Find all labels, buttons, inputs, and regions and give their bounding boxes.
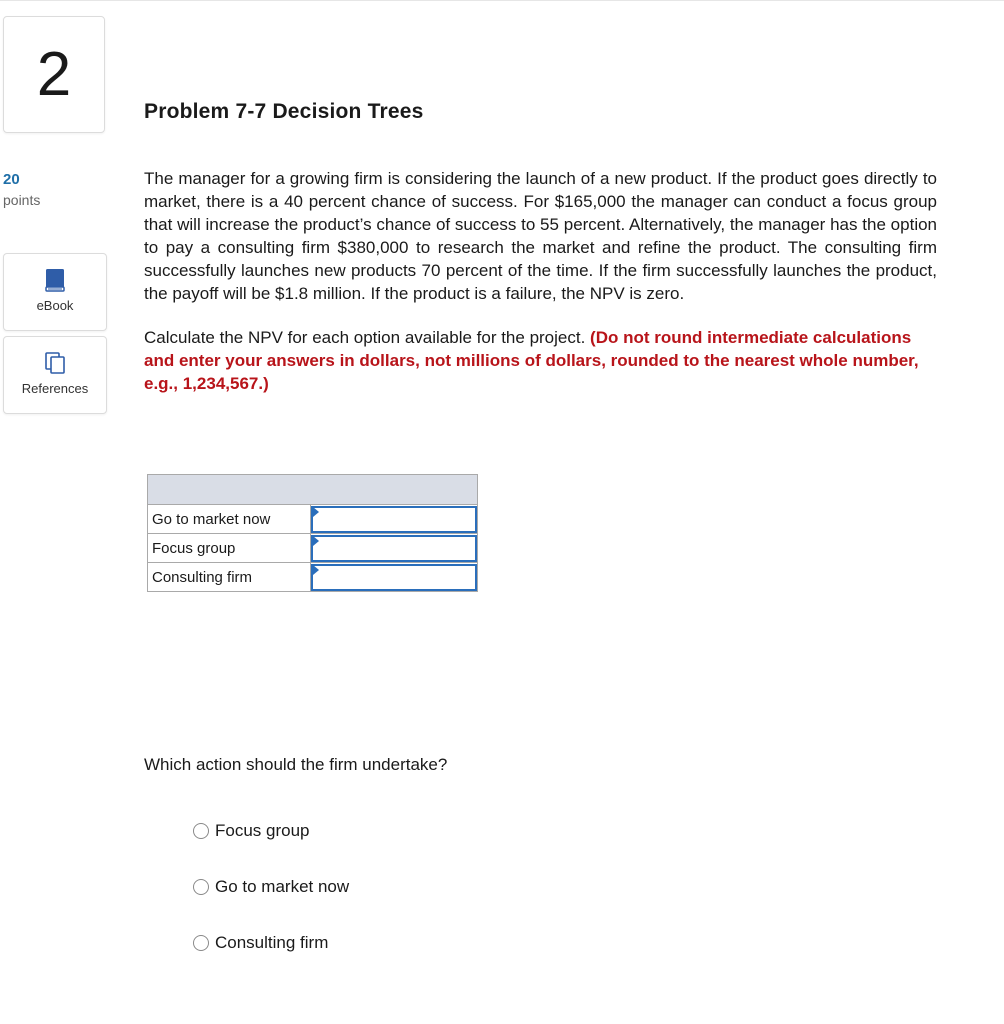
npv-cell-focus-group — [311, 534, 478, 563]
references-button[interactable] — [3, 336, 107, 414]
problem-statement: The manager for a growing firm is considering the launch of a new product. If the product goes directly to market, there is a 40 percent chance of success. For $165,000 the manager can conduct a focus group that will increase the product’s chance of success to 55 percent. Alternatively, the manager has the option to pay a consulting firm $380,000 to research the market and refine the product. The consulting firm successfully launches new products 70 percent of the time. If the firm successfully launches the product, the payoff will be $1.8 million. If the product is a failure, the NPV is zero. — [144, 169, 937, 303]
radio-circle[interactable] — [193, 935, 209, 951]
problem-title: Problem 7-7 Decision Trees — [144, 100, 424, 123]
npv-input-go-to-market[interactable] — [311, 506, 477, 533]
table-row — [148, 563, 478, 592]
npv-table-header-row — [148, 475, 478, 505]
book-icon — [43, 268, 67, 292]
radio-label: Focus group — [215, 821, 310, 840]
npv-input-focus-group[interactable] — [311, 535, 477, 562]
radio-option-consulting-firm[interactable] — [193, 933, 328, 953]
radio-option-go-to-market[interactable] — [193, 877, 349, 897]
problem-content — [144, 97, 937, 395]
ebook-button[interactable] — [3, 253, 107, 331]
input-flag-icon — [313, 536, 319, 546]
radio-label: Go to market now — [215, 877, 350, 896]
table-row — [148, 534, 478, 563]
radio-option-focus-group[interactable] — [193, 821, 310, 841]
instruction-note: (Do not round intermediate calculations and enter your answers in dollars, not millions of dollars, rounded to the nearest whole number, e.g., 1,234,567.) — [144, 328, 919, 393]
choice-prompt: Which action should the firm undertake? — [144, 755, 448, 774]
npv-cell-go-to-market — [311, 505, 478, 534]
npv-table — [147, 474, 478, 592]
top-divider — [0, 0, 1004, 1]
references-label: References — [21, 381, 89, 396]
points-indicator — [3, 170, 40, 210]
input-flag-icon — [313, 507, 319, 517]
npv-input-consulting-firm[interactable] — [311, 564, 477, 591]
ebook-label: eBook — [36, 298, 74, 313]
radio-circle[interactable] — [193, 823, 209, 839]
npv-cell-consulting-firm — [311, 563, 478, 592]
table-row — [148, 505, 478, 534]
row-label-go-to-market: Go to market now — [148, 505, 311, 534]
radio-circle[interactable] — [193, 879, 209, 895]
points-label: points — [3, 192, 41, 208]
radio-label: Consulting firm — [215, 933, 329, 952]
instructions — [144, 326, 937, 395]
question-number: 2 — [36, 39, 72, 109]
input-flag-icon — [313, 565, 319, 575]
question-number-box — [3, 16, 105, 133]
points-value: 20 — [3, 171, 20, 188]
documents-icon — [43, 351, 67, 375]
instruction-text: Calculate the NPV for each option available for the project. — [144, 328, 586, 347]
row-label-consulting-firm: Consulting firm — [148, 563, 311, 592]
row-label-focus-group: Focus group — [148, 534, 311, 563]
npv-table-header — [148, 475, 478, 505]
